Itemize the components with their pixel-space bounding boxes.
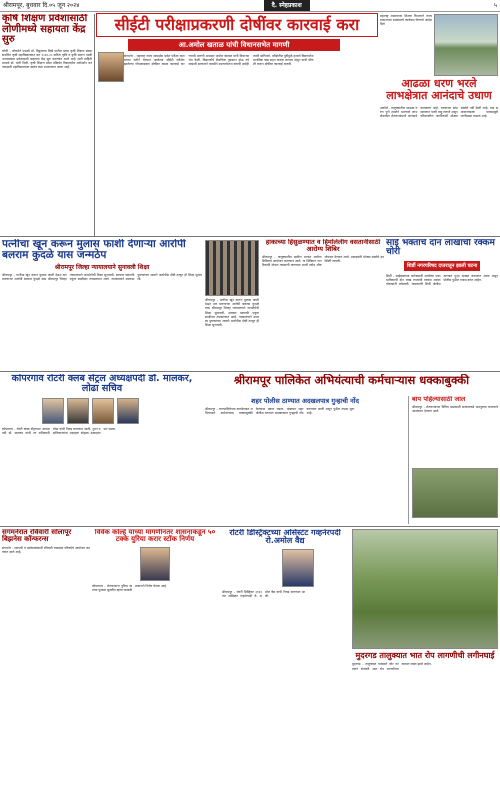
article-sangamner xyxy=(2,529,90,794)
headline: सीईटी परीक्षाप्रकरणी दोषींवर कारवाई करा xyxy=(114,15,360,34)
headline: आढळा धरण भरले लाभक्षेत्रात आनंदाचे उधाण xyxy=(386,77,492,102)
article-body: श्रीरामपूर - रोटरी डिस्ट्रिक्ट ३१३२ च्या असिस्टंट गव्हर्नरपदी रो. अमोल वैद्य यांची निवड करण्यात आली. xyxy=(222,589,305,598)
photo-row xyxy=(42,398,202,424)
article-sai-theft xyxy=(386,239,498,369)
headline: हाकाच्या हिसुळण्यात व हिमोलेलींग वसतानीसाठी आरोग्य शिबिर xyxy=(265,239,381,253)
headline: बाप पहिल्यासाठी जाल xyxy=(412,396,466,403)
article-body: कोपरगाव - रोटरी क्लब सेंट्रलच्या अध्यक्षपदी डॉ. मालकर यांची तर सचिवपदी लोढा यांची निवड करण्यात आली. नूतन पदाधिकाऱ्यांचा पदग्रहण सोहळा उत्साहात पार पडला. xyxy=(2,426,116,436)
article-krishi xyxy=(2,14,92,234)
article-body: श्रीरामपूर - नगरपालिकेच्या कार्यालयात अभियंत्याने कर्मचाऱ्यास धक्काबुक्की केल्याचा प्रकार घडला. याबाबत शहर पोलीस ठाण्यात अदखलपात्र गुन्ह्याची नोंद करण्यात आली असून पुढील तपास सुरू आहे. xyxy=(205,407,355,416)
newspaper-name: दै. स्नेहप्रकाश xyxy=(264,0,310,11)
person-photo xyxy=(117,398,139,424)
article-health-camp xyxy=(262,239,384,369)
portrait-photo xyxy=(282,549,314,587)
column-divider xyxy=(94,14,95,236)
boxed-highlight: शिर्डी नगरपरिषद दप्तरातून झाली घटना xyxy=(404,261,480,271)
headline: संगमनेरात रविवारी सोलापूर बिझनेस कॉन्फरन्स xyxy=(2,529,72,544)
person-photo xyxy=(67,398,89,424)
headline: श्रीरामपूर पालिकेत अभियंत्याची कर्मचाऱ्यास धक्काबुक्की xyxy=(233,374,470,387)
article-adhala-dam xyxy=(380,14,498,236)
article-body: अकोले - तालुक्यातील आढळा धरण पूर्ण क्षमतेने भरल्याने लाभक्षेत्रातील शेतकऱ्यांमध्ये आनंदाचे वातावरण आहे. धरणाच्या सांडव्यावरून पाणी वाहू लागले असून परिसरातील नागरिकांनी मोठ्या संख्येने गर्दी केली आहे. यंदा समाधानकारक पावसामुळे पाणीसाठा वाढला आहे. xyxy=(380,106,498,119)
article-body: श्रीरामपूर - पत्नीचा खून करून मुलास फाशी देऊन ठार मारणाऱ्या आरोपी बलराम कुदळे यास श्रीरामपूर जिल्हा न्यायालयाने जन्मठेपेची शिक्षा सुनावली. सरकार पक्षातर्फे एकूण साक्षीदार तपासण्यात आले. न्यायालयाने उपलब्ध पुराव्यांच्या आधारे आरोपीस दोषी ठरवून ही शिक्षा सुनावली. xyxy=(2,273,202,282)
dam-photo xyxy=(434,14,498,76)
article-murder-continued xyxy=(205,298,259,368)
article-rotary-governor xyxy=(222,529,348,794)
headline: विवेक कोल्हे यांच्या मागणीनंतर शासनाकडून ५० टक्के युरिया करार स्टॉक निर्णय xyxy=(94,529,216,544)
article-shrirampur-body xyxy=(205,396,405,524)
article-body: शिर्डी - साईबाबांच्या दर्शनासाठी आलेल्या एका भाविकाची दोन लाख रुपयांची रक्कम अज्ञात चोरट्यांनी लांबवली. याप्रकरणी शिर्डी पोलीस ठाण्यात गुन्हा दाखल करण्यात आला असून पोलीस पुढील तपास करत आहेत. xyxy=(386,273,498,287)
article-body: मुदरगड - तालुक्यात पावसाने जोर धरल्याने शेतकरी भात रोप लागणीच्या कामात व्यस्त झाले आहेत. xyxy=(352,662,432,671)
section-divider xyxy=(0,236,500,237)
page-number: ५ xyxy=(493,2,497,9)
article-kopargaon-rotary xyxy=(2,374,202,524)
paddy-field-photo xyxy=(352,529,498,649)
side-text: महाराष्ट्र शासनाच्या शिक्षण विभागाने राज्य शासनाच्या शाळांमध्ये कार्यक्रम घेण्याचे आदेश दिले xyxy=(380,14,432,27)
article-murder-verdict xyxy=(2,239,202,369)
headline: पत्नीचा खून करून मुलास फाशी देणाऱ्या आरोपी बलराम कुदळे यास जन्मठेप xyxy=(2,239,186,262)
article-body: संगमनेर - महाराष्ट्र राज्य सामाईक प्रवेश परीक्षा कक्ष यांच्या वतीने घेण्यात आलेल्या सीईटी परीक्षेत झालेल्या गोंधळाबाबत दोषींवर कडक कारवाई करण्याची मागणी आमदार अमोल खताळ यांनी विधानसभेत केली. विद्यार्थ्यांचे शैक्षणिक नुकसान होऊ नये यासाठी सरकारने तातडीने उपाययोजना करावी असेही त्यांनी सांगितले. परीक्षेतील त्रुटींमुळे हजारो विद्यार्थ्यांना मानसिक त्रास सहन करावा लागला असून याची चौकशी करून दोषींवर कारवाई करावी. xyxy=(124,54,314,67)
article-body: कोपरगाव - शेतकऱ्यांना युरिया खताचा पुरवठा सुरळीत व्हावा यासाठी शासनाने निर्णय घेतला आहे. xyxy=(92,583,167,592)
section-divider xyxy=(0,526,500,527)
article-shrirampur-headline xyxy=(205,374,498,394)
headline: रोटरी डिस्ट्रिक्टच्या असिस्टंट गव्हर्नरपदी रो.अमोल वैद्य xyxy=(229,529,341,546)
article-body: श्रीरामपूर - तालुक्यातील ग्रामीण भागात आरोग्य शिबिराचे आयोजन करण्यात आले. या शिबिरात नागरिकांची मोफत तपासणी करण्यात आली तसेच औषधोपचार देण्यात आले. ग्रामस्थांनी मोठ्या संख्येने उपस्थिती लावली. xyxy=(262,254,384,268)
article-main-headline xyxy=(96,13,378,37)
headline: कृषि शिक्षण प्रवेशासाठी लोणीमध्ये सहायता केंद्र सुरु xyxy=(2,14,88,45)
masthead xyxy=(0,0,500,12)
headline: कोपरगाव रोटरी क्लब सेंट्रल अध्यक्षपदी डॉ. मालकर, लोढा सचिव xyxy=(11,374,193,394)
article-mudrag-paddy xyxy=(352,529,498,794)
article-vivek-kolhe xyxy=(92,529,218,794)
subheadline: आ.अमोल खताळ यांची विधानसभेत मागणी xyxy=(128,39,340,51)
article-body: श्रीरामपूर - शेतकऱ्यांच्या विविध प्रश्नांसाठी सरकारकडे पाठपुरावा करण्याचे आश्वासन देण्यात आले. xyxy=(412,404,498,414)
article-body-continued: श्रीरामपूर - पत्नीचा खून करून मुलास फाशी देऊन ठार मारणाऱ्या आरोपी बलराम कुदळे यास श्रीरामपूर जिल्हा न्यायालयाने जन्मठेपेची शिक्षा सुनावली. सरकार पक्षातर्फे एकूण साक्षीदार तपासण्यात आले. न्यायालयाने उपलब्ध पुराव्यांच्या आधारे आरोपीस दोषी ठरवून ही शिक्षा सुनावली. xyxy=(205,298,259,328)
article-body: संगमनेर - व्यापारी व उद्योजकांसाठी रविवारी व्यवसाय परिषदेचे आयोजन करण्यात आले आहे. xyxy=(2,545,90,554)
headline: मुदरगड तालुक्यात भात रोप लागणीची लगीनघाई xyxy=(355,651,495,660)
subheadline: श्रीरामपूर जिल्हा न्यायालयाने सुनावली शिक्षा xyxy=(54,264,150,272)
jail-photo xyxy=(205,240,259,296)
portrait-photo xyxy=(140,547,170,581)
article-main-body xyxy=(96,54,378,234)
masthead-date: श्रीरामपूर, बुधवार दि.०५ जून २०२४ xyxy=(3,2,80,9)
article-body: लोणी - लोकनेते पद्मश्री डॉ. विठ्ठलराव विखे पाटील प्रवरा कृषी शिक्षण संस्था संचलित कृषी महाविद्यालयात सन २०२४-२५ करिता कृषि व कृषि संलग्न पदवी अभ्यासक्रम प्रवेशासाठी सहायता केंद्र सुरु करण्यात आले आहे अशी माहिती प्राचार्य डॉ. यांनी दिली. कृषी शिक्षण प्रवेश प्रक्रियेत विद्यार्थ्यांना मार्गदर्शन करण्यासाठी महाविद्यालयात स्वतंत्र कक्ष उभारण्यात आला आहे. xyxy=(2,48,92,70)
field-photo xyxy=(412,468,498,518)
article-side-box xyxy=(408,396,498,524)
person-photo xyxy=(92,398,114,424)
section-divider xyxy=(0,371,500,372)
headline: साई भक्ताचे दोन लाखाची रक्कम चोरी xyxy=(386,239,495,258)
person-photo xyxy=(42,398,64,424)
subheadline: शहर पोलीस ठाण्यात अदखलपात्र गुन्हाची नोंद xyxy=(251,397,359,405)
